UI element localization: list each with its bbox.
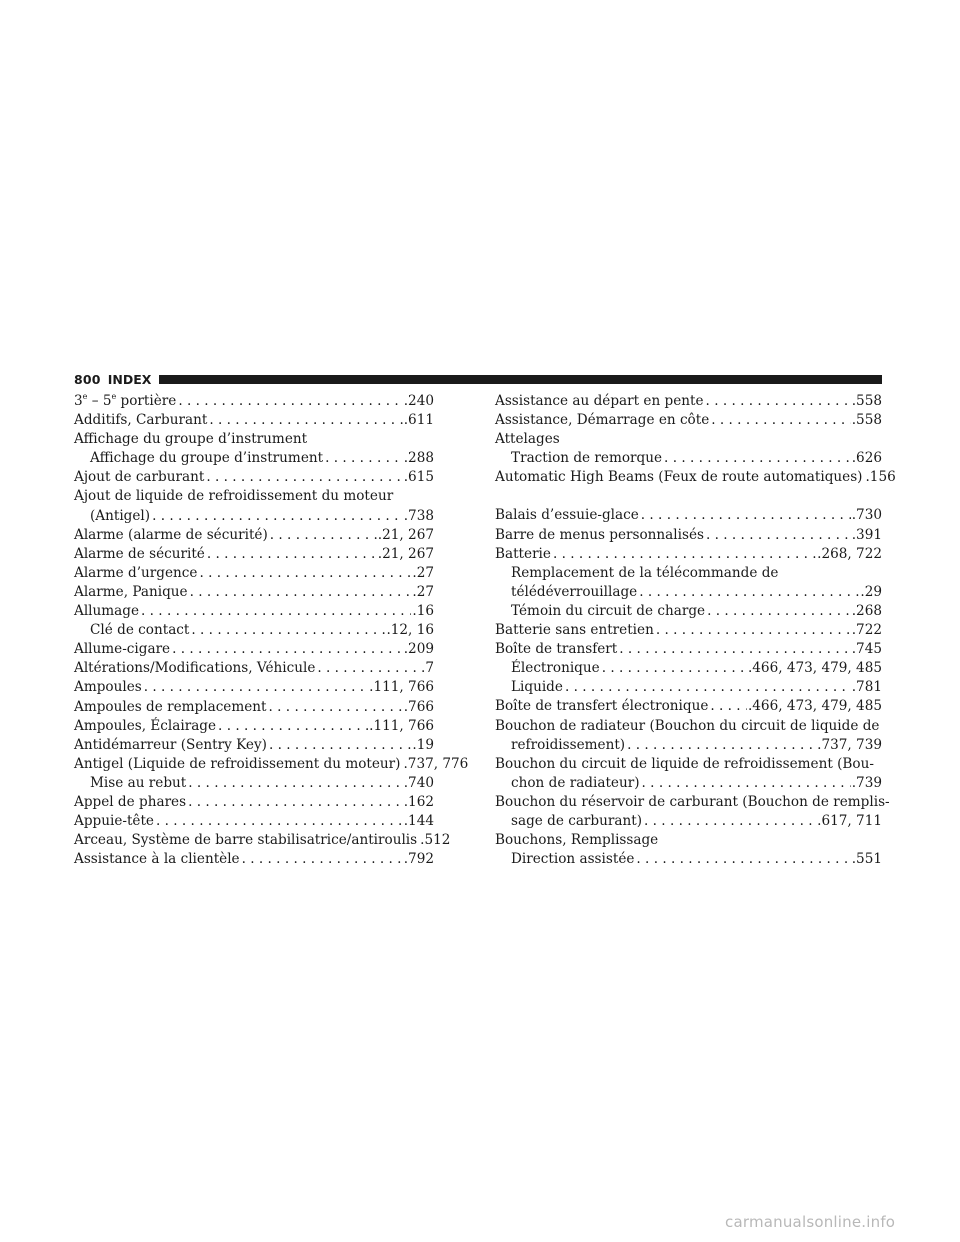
index-entry <box>495 411 882 430</box>
entry-term: Ampoules, Éclairage <box>74 717 217 734</box>
entry-pages: .466, 473, 479, 485 <box>747 698 882 715</box>
entry-term: Affichage du groupe d’instrument <box>74 431 308 448</box>
entry-pages: .558 <box>851 412 882 429</box>
entry-pages: .617, 711 <box>817 812 882 829</box>
index-entry-continued <box>495 812 882 831</box>
index-subentry <box>495 564 882 583</box>
entry-pages: .156 <box>865 469 896 486</box>
page-header <box>74 371 882 387</box>
index-subentry <box>74 449 434 468</box>
index-column-left <box>74 392 469 869</box>
index-subentry <box>495 678 882 697</box>
entry-term: Boîte de transfert électronique <box>495 698 709 715</box>
index-entry <box>495 717 882 736</box>
index-entry <box>495 430 882 449</box>
entry-term: Liquide <box>511 679 563 696</box>
entry-pages: .27 <box>412 583 434 600</box>
entry-pages: .738 <box>403 507 434 524</box>
index-entry <box>74 793 434 812</box>
entry-pages: .466, 473, 479, 485 <box>747 660 882 677</box>
index-subentry <box>495 602 882 621</box>
entry-pages: .737, 739 <box>817 736 882 753</box>
index-entry <box>74 468 434 487</box>
entry-pages: .21, 267 <box>377 526 434 543</box>
index-entry <box>495 755 882 774</box>
entry-pages: .111, 766 <box>369 679 434 696</box>
index-subentry <box>495 449 882 468</box>
entry-term: Ampoules de remplacement <box>74 698 267 715</box>
entry-term: Antigel (Liquide de refroidissement du moteur) <box>74 755 401 772</box>
entry-term: Clé de contact <box>90 622 190 639</box>
watermark-text: carmanualsonline.info <box>725 1213 896 1231</box>
index-entry <box>74 392 434 411</box>
entry-term: Ajout de liquide de refroidissement du moteur <box>74 488 394 505</box>
entry-term: sage de carburant) <box>511 812 643 829</box>
index-entry <box>74 717 434 736</box>
entry-pages: .730 <box>851 507 882 524</box>
index-entry <box>74 678 434 697</box>
index-column-right <box>495 392 896 869</box>
index-entry <box>495 545 882 564</box>
entry-term: Barre de menus personnalisés <box>495 526 704 543</box>
entry-term: Boîte de transfert <box>495 641 618 658</box>
entry-pages: .12, 16 <box>386 622 434 639</box>
entry-term: télédéverrouillage <box>511 583 638 600</box>
entry-pages: .558 <box>851 393 882 409</box>
index-entry <box>74 640 434 659</box>
index-entry <box>74 698 434 717</box>
entry-pages: .611 <box>403 412 434 429</box>
entry-term: chon de radiateur) <box>511 774 640 791</box>
entry-term: Alarme d’urgence <box>74 564 198 581</box>
entry-term: Allume-cigare <box>74 641 171 658</box>
index-entry <box>74 812 434 831</box>
index-entry <box>495 468 896 487</box>
index-entry <box>74 850 434 869</box>
entry-term: Appel de phares <box>74 793 187 810</box>
entry-term: Mise au rebut <box>90 774 187 791</box>
entry-term: Affichage du groupe d’instrument <box>90 450 324 467</box>
section-title: INDEX <box>107 371 152 387</box>
entry-term: Bouchon de radiateur (Bouchon du circuit de liquide de <box>495 717 880 734</box>
entry-term: Allumage <box>74 603 140 620</box>
index-subentry <box>74 621 434 640</box>
entry-pages: .792 <box>403 851 434 868</box>
entry-pages: .209 <box>403 641 434 658</box>
index-entry <box>495 621 882 640</box>
index-subentry <box>495 850 882 869</box>
entry-term: Automatic High Beams (Feux de route automatiques) <box>495 469 863 486</box>
entry-pages: .21, 267 <box>377 545 434 562</box>
index-entry <box>74 602 434 621</box>
index-entry-continued <box>74 507 434 526</box>
entry-term: (Antigel) <box>90 507 151 524</box>
index-subentry-continued <box>495 583 882 602</box>
entry-pages: .162 <box>403 793 434 810</box>
index-entry <box>74 526 434 545</box>
entry-term: Altérations/Modifications, Véhicule <box>74 660 316 677</box>
entry-term: Antidémarreur (Sentry Key) <box>74 736 267 753</box>
entry-pages: .626 <box>851 450 882 467</box>
entry-pages: .551 <box>851 851 882 868</box>
entry-pages: .27 <box>412 564 434 581</box>
index-subentry <box>495 659 882 678</box>
entry-term: Alarme (alarme de sécurité) <box>74 526 268 543</box>
index-entry <box>74 430 434 449</box>
index-entry-continued <box>495 774 882 793</box>
index-entry <box>495 640 882 659</box>
index-entry <box>495 506 882 525</box>
entry-term: Alarme, Panique <box>74 583 188 600</box>
entry-pages: .745 <box>851 641 882 658</box>
entry-term: Batterie sans entretien <box>495 622 654 639</box>
entry-pages: .268 <box>851 602 882 619</box>
index-entry <box>74 831 451 850</box>
index-entry <box>74 659 434 678</box>
entry-pages: .615 <box>403 469 434 486</box>
entry-term: Remplacement de la télécommande de <box>511 564 779 581</box>
index-entry <box>74 755 469 774</box>
entry-pages: .268, 722 <box>817 545 882 562</box>
entry-term: Ampoules <box>74 679 142 696</box>
entry-pages: .722 <box>851 622 882 639</box>
index-entry <box>74 487 434 506</box>
index-entry <box>74 545 434 564</box>
entry-pages: .391 <box>851 526 882 543</box>
entry-term: Appuie-tête <box>74 813 154 830</box>
index-entry <box>74 583 434 602</box>
index-entry <box>495 526 882 545</box>
entry-term: Témoin du circuit de charge <box>511 602 706 619</box>
entry-pages: .512 <box>420 832 451 849</box>
entry-pages: .737, 776 <box>403 755 469 772</box>
entry-pages: .781 <box>851 679 882 696</box>
entry-pages: .16 <box>412 603 434 620</box>
entry-pages: .29 <box>860 583 882 600</box>
index-entry <box>74 736 434 755</box>
entry-pages: .19 <box>412 736 434 753</box>
entry-term: Traction de remorque <box>511 450 663 467</box>
letter-group-gap <box>495 487 882 506</box>
index-entry <box>495 392 882 411</box>
entry-term: Électronique <box>511 660 600 677</box>
entry-term: Balais d’essuie-glace <box>495 507 639 524</box>
page-number: 800 <box>74 371 101 387</box>
index-entry-continued <box>495 736 882 755</box>
entry-pages: .7 <box>421 660 434 677</box>
entry-term: Attelages <box>495 431 560 448</box>
index-entry <box>495 697 882 716</box>
entry-term: Assistance à la clientèle <box>74 851 240 868</box>
entry-pages: .288 <box>403 450 434 467</box>
entry-term: Additifs, Carburant <box>74 412 208 429</box>
entry-term: Bouchons, Remplissage <box>495 832 659 849</box>
entry-term: Assistance au départ en pente <box>495 393 704 409</box>
entry-term: 3e – 5e portière <box>74 392 177 409</box>
index-entry <box>74 564 434 583</box>
header-rule <box>159 375 882 384</box>
entry-term: Ajout de carburant <box>74 469 205 486</box>
entry-term: Alarme de sécurité <box>74 545 205 562</box>
entry-pages: .766 <box>403 698 434 715</box>
entry-term: Bouchon du circuit de liquide de refroidissement (Bou- <box>495 755 874 772</box>
entry-term: refroidissement) <box>511 736 626 753</box>
index-entry <box>495 793 890 812</box>
entry-term: Batterie <box>495 545 551 562</box>
index-subentry <box>74 774 434 793</box>
entry-term: Assistance, Démarrage en côte <box>495 412 710 429</box>
entry-pages: .111, 766 <box>369 717 434 734</box>
index-entry <box>495 831 882 850</box>
entry-term: Bouchon du réservoir de carburant (Bouchon de remplis- <box>495 793 890 810</box>
entry-pages: .144 <box>403 813 434 830</box>
index-entry <box>74 411 434 430</box>
entry-pages: .739 <box>851 774 882 791</box>
entry-term: Direction assistée <box>511 851 635 868</box>
entry-pages: .240 <box>403 393 434 409</box>
entry-pages: .740 <box>403 774 434 791</box>
entry-term: Arceau, Système de barre stabilisatrice/antiroulis <box>74 832 418 849</box>
